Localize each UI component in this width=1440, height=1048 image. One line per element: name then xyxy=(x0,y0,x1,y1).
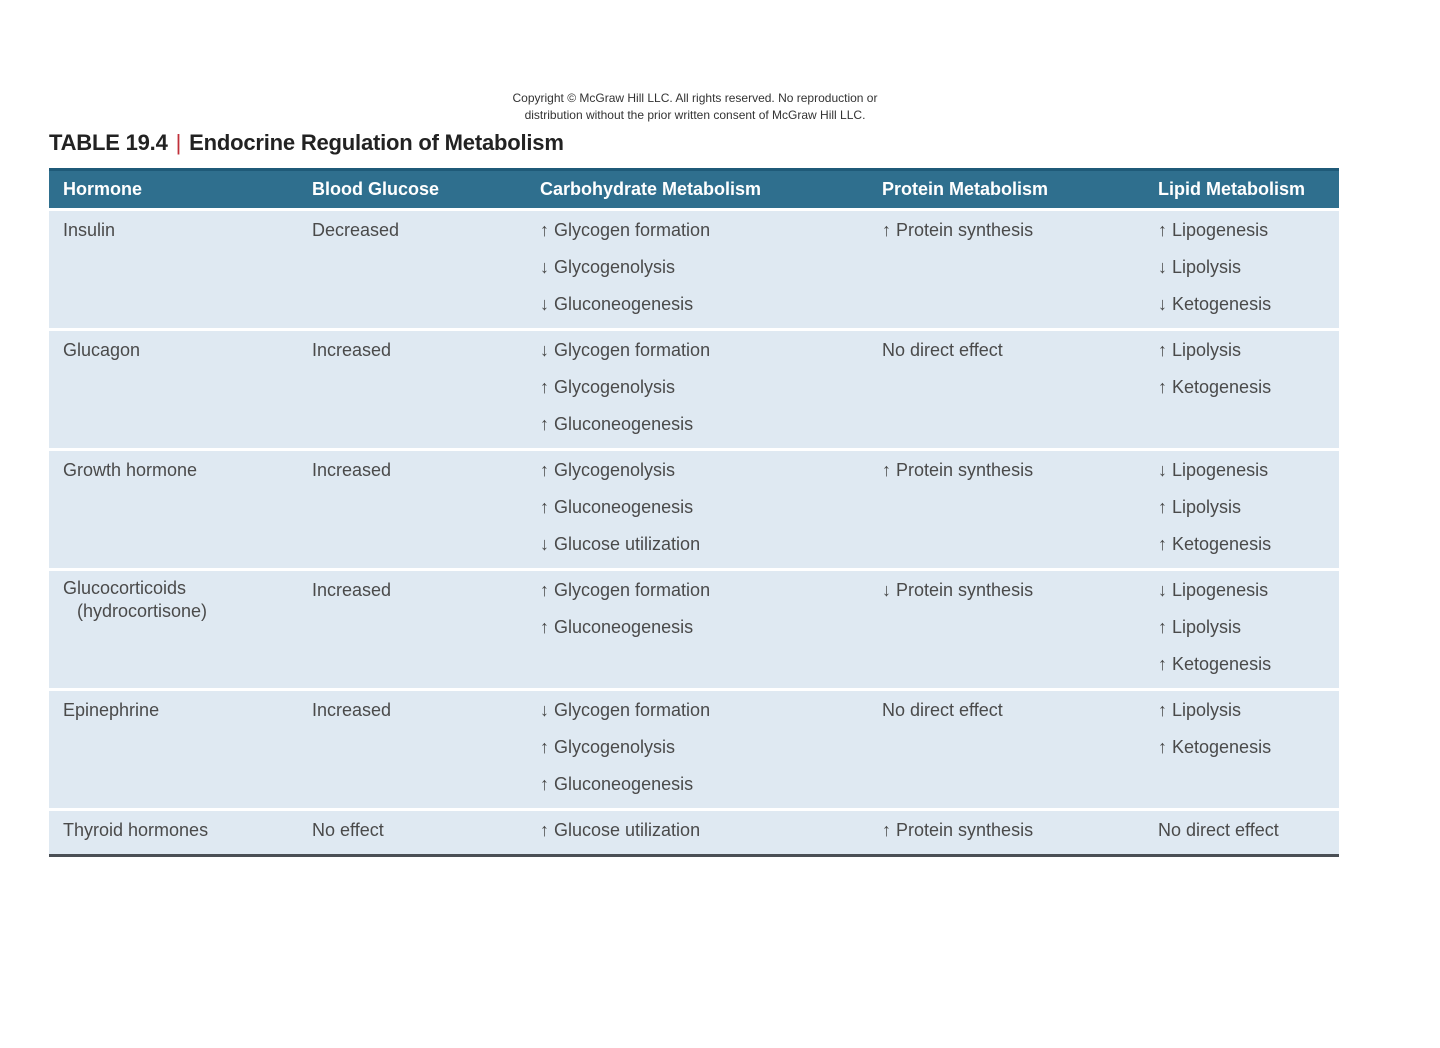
hormone-name: Glucocorticoids xyxy=(63,578,187,598)
carbohydrate-cell xyxy=(526,690,868,810)
carbohydrate-effect: ↑ Gluconeogenesis xyxy=(540,497,694,517)
carbohydrate-cell xyxy=(526,210,868,330)
blood-glucose-cell xyxy=(298,570,526,690)
protein-cell xyxy=(868,570,1144,690)
header-lipid-metabolism: Lipid Metabolism xyxy=(1158,179,1306,199)
blood-glucose-cell xyxy=(298,210,526,330)
carbohydrate-effect: ↓ Glycogenolysis xyxy=(540,257,676,277)
protein-effect: ↑ Protein synthesis xyxy=(882,820,1034,840)
carbohydrate-effect: ↑ Glucose utilization xyxy=(540,820,701,840)
copyright-notice xyxy=(440,90,950,124)
hormone-cell xyxy=(49,210,298,330)
blood-glucose-value: Increased xyxy=(312,460,392,480)
header-hormone: Hormone xyxy=(63,179,143,199)
carbohydrate-effect: ↓ Glycogen formation xyxy=(540,340,711,360)
lipid-cell xyxy=(1144,450,1339,570)
carbohydrate-cell xyxy=(526,330,868,450)
table-body xyxy=(49,210,1339,855)
lipid-effect: ↑ Lipolysis xyxy=(1158,340,1242,360)
lipid-effect: ↓ Lipogenesis xyxy=(1158,580,1269,600)
protein-effect: ↓ Protein synthesis xyxy=(882,580,1034,600)
lipid-cell xyxy=(1144,330,1339,450)
blood-glucose-value: Decreased xyxy=(312,220,400,240)
protein-effect: No direct effect xyxy=(882,700,1003,720)
protein-effect: No direct effect xyxy=(882,340,1003,360)
protein-cell xyxy=(868,690,1144,810)
blood-glucose-cell xyxy=(298,330,526,450)
carbohydrate-effect: ↓ Glucose utilization xyxy=(540,534,701,554)
blood-glucose-value: Increased xyxy=(312,700,392,720)
protein-effect: ↑ Protein synthesis xyxy=(882,220,1034,240)
protein-cell xyxy=(868,330,1144,450)
copyright-line-1: Copyright © McGraw Hill LLC. All rights reserved. No reproduction or xyxy=(512,91,878,105)
lipid-effect: ↑ Ketogenesis xyxy=(1158,737,1272,757)
table-row xyxy=(49,330,1339,450)
hormone-name: (hydrocortisone) xyxy=(77,601,208,621)
lipid-effect: ↑ Lipolysis xyxy=(1158,700,1242,720)
carbohydrate-effect: ↑ Glycogen formation xyxy=(540,220,711,240)
hormone-name: Growth hormone xyxy=(63,460,198,480)
table-number: TABLE 19.4 xyxy=(49,130,168,155)
carbohydrate-effect: ↓ Gluconeogenesis xyxy=(540,294,694,314)
hormone-name: Insulin xyxy=(63,220,116,240)
table-title xyxy=(49,130,564,156)
lipid-effect: ↓ Lipogenesis xyxy=(1158,460,1269,480)
lipid-cell xyxy=(1144,690,1339,810)
lipid-effect: ↑ Lipogenesis xyxy=(1158,220,1269,240)
table-header-row xyxy=(49,170,1339,210)
lipid-effect: ↑ Lipolysis xyxy=(1158,497,1242,517)
blood-glucose-value: No effect xyxy=(312,820,384,840)
protein-cell xyxy=(868,450,1144,570)
lipid-effect: No direct effect xyxy=(1158,820,1279,840)
table-row xyxy=(49,570,1339,690)
table-row xyxy=(49,810,1339,855)
blood-glucose-cell xyxy=(298,690,526,810)
carbohydrate-cell xyxy=(526,450,868,570)
carbohydrate-effect: ↑ Gluconeogenesis xyxy=(540,617,694,637)
header-protein-metabolism: Protein Metabolism xyxy=(882,179,1049,199)
lipid-effect: ↑ Ketogenesis xyxy=(1158,534,1272,554)
lipid-effect: ↑ Ketogenesis xyxy=(1158,377,1272,397)
hormone-name: Glucagon xyxy=(63,340,141,360)
carbohydrate-effect: ↓ Glycogen formation xyxy=(540,700,711,720)
title-separator: | xyxy=(175,130,182,155)
protein-cell xyxy=(868,810,1144,855)
carbohydrate-effect: ↑ Glycogenolysis xyxy=(540,737,676,757)
table-row xyxy=(49,450,1339,570)
metabolism-table xyxy=(49,168,1339,857)
carbohydrate-effect: ↑ Gluconeogenesis xyxy=(540,774,694,794)
carbohydrate-effect: ↑ Glycogen formation xyxy=(540,580,711,600)
hormone-cell xyxy=(49,690,298,810)
carbohydrate-effect: ↑ Gluconeogenesis xyxy=(540,414,694,434)
table-row xyxy=(49,210,1339,330)
carbohydrate-cell xyxy=(526,570,868,690)
protein-cell xyxy=(868,210,1144,330)
blood-glucose-cell xyxy=(298,450,526,570)
blood-glucose-value: Increased xyxy=(312,580,392,600)
protein-effect: ↑ Protein synthesis xyxy=(882,460,1034,480)
hormone-name: Thyroid hormones xyxy=(63,820,209,840)
lipid-cell xyxy=(1144,210,1339,330)
lipid-effect: ↑ Ketogenesis xyxy=(1158,654,1272,674)
lipid-effect: ↓ Lipolysis xyxy=(1158,257,1242,277)
blood-glucose-value: Increased xyxy=(312,340,392,360)
carbohydrate-effect: ↑ Glycogenolysis xyxy=(540,460,676,480)
hormone-name: Epinephrine xyxy=(63,700,160,720)
hormone-cell xyxy=(49,330,298,450)
blood-glucose-cell xyxy=(298,810,526,855)
hormone-cell xyxy=(49,570,298,690)
table-caption: Endocrine Regulation of Metabolism xyxy=(189,130,564,155)
table-row xyxy=(49,690,1339,810)
lipid-effect: ↑ Lipolysis xyxy=(1158,617,1242,637)
lipid-cell xyxy=(1144,810,1339,855)
hormone-cell xyxy=(49,450,298,570)
header-carbohydrate-metabolism: Carbohydrate Metabolism xyxy=(540,179,762,199)
carbohydrate-cell xyxy=(526,810,868,855)
hormone-cell xyxy=(49,810,298,855)
lipid-effect: ↓ Ketogenesis xyxy=(1158,294,1272,314)
carbohydrate-effect: ↑ Glycogenolysis xyxy=(540,377,676,397)
lipid-cell xyxy=(1144,570,1339,690)
header-blood-glucose: Blood Glucose xyxy=(312,179,440,199)
copyright-line-2: distribution without the prior written consent of McGraw Hill LLC. xyxy=(524,108,866,122)
